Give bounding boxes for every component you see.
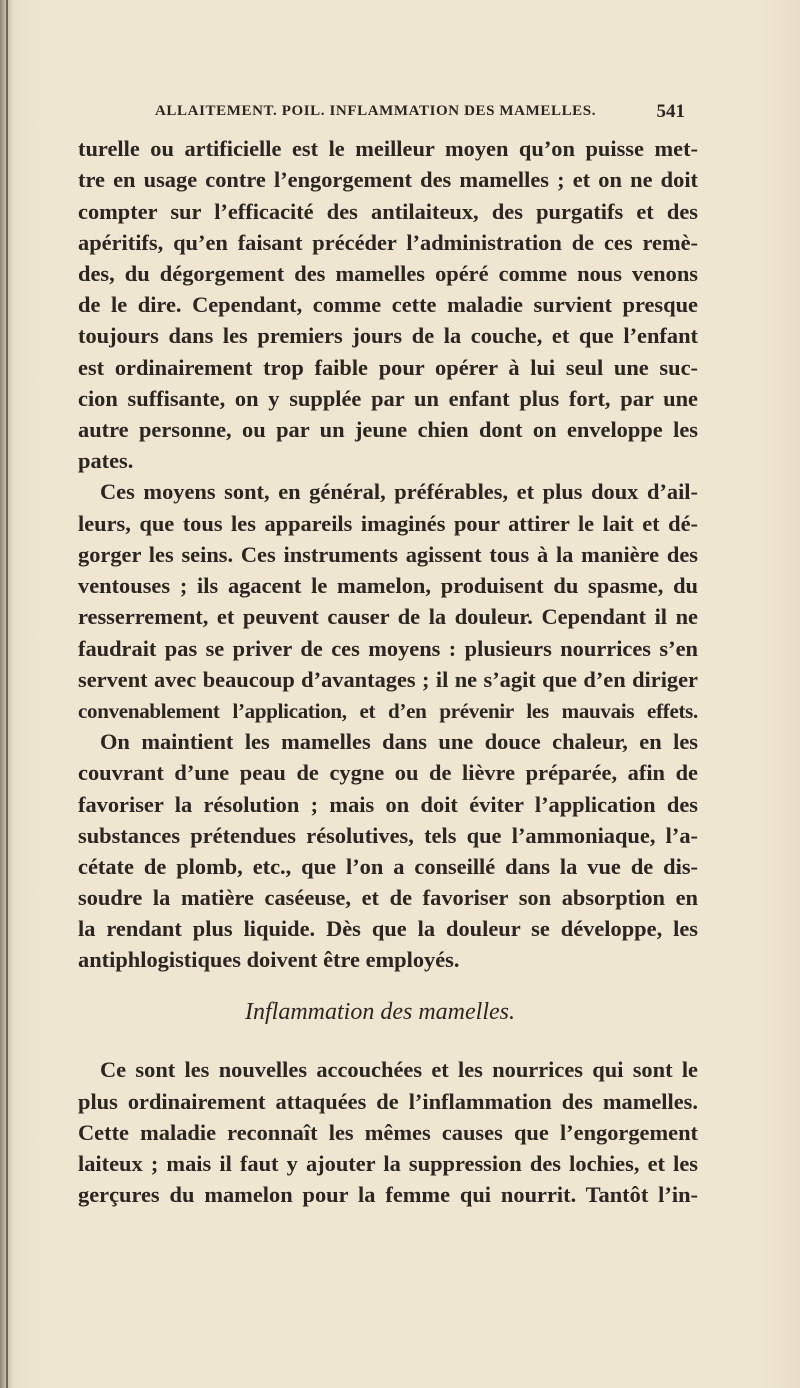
text-line: pates.: [78, 448, 134, 473]
text-line: favoriser la résolution ; mais on doit éviter l’application des: [78, 792, 698, 817]
section-heading: Inflammation des mamelles.: [245, 999, 515, 1025]
text-line: la rendant plus liquide. Dès que la douleur se développe, les: [78, 916, 698, 941]
book-spine-edge: [6, 0, 8, 1388]
text-line: Ces moyens sont, en général, préférables, et plus doux d’ail-: [100, 479, 698, 504]
text-line: tre en usage contre l’engorgement des mamelles ; et on ne doit: [78, 167, 698, 192]
text-line: substances prétendues résolutives, tels que l’ammoniaque, l’a-: [78, 823, 698, 848]
text-line: soudre la matière caséeuse, et de favoriser son absorption en: [78, 885, 698, 910]
text-line: gorger les seins. Ces instruments agissent tous à la manière des: [78, 542, 698, 567]
text-line: couvrant d’une peau de cygne ou de lièvre préparée, afin de: [78, 760, 698, 785]
running-title: ALLAITEMENT. POIL. INFLAMMATION DES MAMELLES.: [155, 103, 597, 119]
text-line: Ce sont les nouvelles accouchées et les nourrices qui sont le: [100, 1057, 698, 1082]
text-line: de le dire. Cependant, comme cette maladie survient presque: [78, 292, 698, 317]
text-line: resserrement, et peuvent causer de la douleur. Cependant il ne: [78, 604, 698, 629]
text-line: On maintient les mamelles dans une douce chaleur, en les: [100, 729, 698, 754]
text-line: des, du dégorgement des mamelles opéré comme nous venons: [78, 261, 698, 286]
text-line: servent avec beaucoup d’avantages ; il ne s’agit que d’en diriger: [78, 667, 698, 692]
text-line: antiphlogistiques doivent être employés.: [78, 947, 460, 972]
running-header: [155, 101, 685, 127]
text-line: turelle ou artificielle est le meilleur moyen qu’on puisse met-: [78, 136, 698, 161]
text-line: laiteux ; mais il faut y ajouter la suppression des lochies, et les: [78, 1151, 698, 1176]
text-line: Cette maladie reconnaît les mêmes causes que l’engorgement: [78, 1120, 698, 1145]
text-line: toujours dans les premiers jours de la couche, et que l’enfant: [78, 323, 698, 348]
text-line: compter sur l’efficacité des antilaiteux, des purgatifs et des: [78, 199, 698, 224]
text-line: autre personne, ou par un jeune chien dont on enveloppe les: [78, 417, 698, 442]
page-number: 541: [656, 101, 685, 122]
text-line: convenablement l’application, et d’en prévenir les mauvais effets.: [78, 699, 698, 723]
text-line: cion suffisante, on y supplée par un enfant plus fort, par une: [78, 386, 698, 411]
text-line: ventouses ; ils agacent le mamelon, produisent du spasme, du: [78, 573, 698, 598]
text-line: cétate de plomb, etc., que l’on a conseillé dans la vue de dis-: [78, 854, 698, 879]
text-line: leurs, que tous les appareils imaginés pour attirer le lait et dé-: [78, 511, 698, 536]
text-line: apéritifs, qu’en faisant précéder l’administration de ces remè-: [78, 230, 698, 255]
text-line: plus ordinairement attaquées de l’inflammation des mamelles.: [78, 1089, 698, 1114]
text-line: est ordinairement trop faible pour opérer à lui seul une suc-: [78, 355, 698, 380]
text-line: faudrait pas se priver de ces moyens : plusieurs nourrices s’en: [78, 636, 698, 661]
text-line: gerçures du mamelon pour la femme qui nourrit. Tantôt l’in-: [78, 1182, 698, 1207]
